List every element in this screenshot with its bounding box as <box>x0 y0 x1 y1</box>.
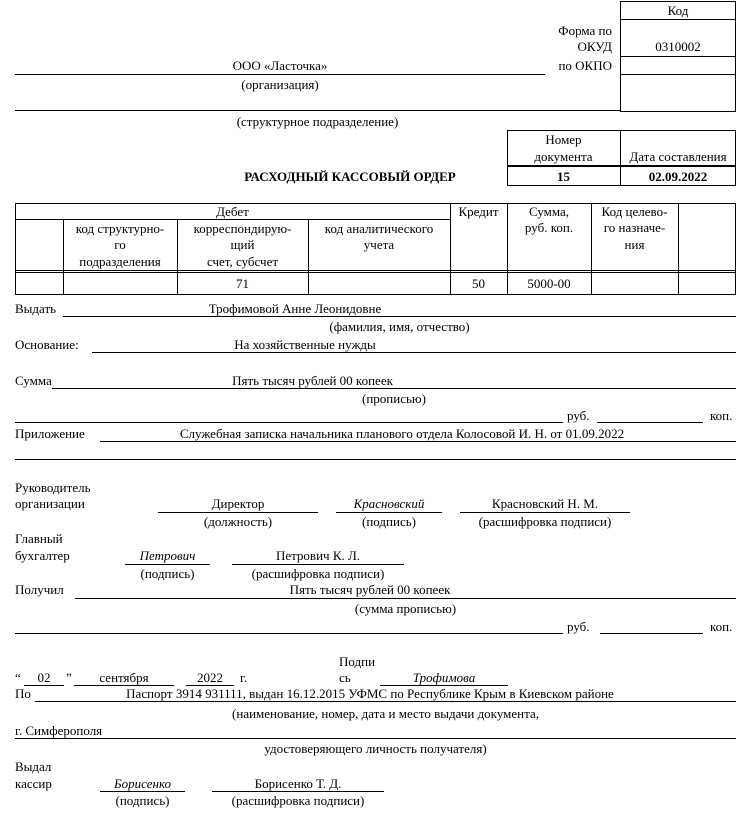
accountant-name[interactable]: Петрович К. Л. <box>275 548 361 563</box>
received-label: Получил <box>15 582 64 597</box>
doc-table-divider <box>507 166 736 167</box>
head-position-line <box>158 512 318 513</box>
kop-line-2 <box>600 633 703 634</box>
cashier-name-line <box>212 791 384 792</box>
codes-divider <box>620 74 736 75</box>
table-vline <box>678 203 679 295</box>
credit-header: Кредит <box>458 204 499 219</box>
passport-continuation[interactable]: г. Симферополя <box>15 723 103 738</box>
accountant-label: бухгалтер <box>15 548 70 563</box>
organization-name[interactable]: ООО «Ласточка» <box>232 58 328 73</box>
sum-line <box>52 388 736 389</box>
issue-value[interactable]: Трофимовой Анне Леонидовне <box>208 301 382 316</box>
rub-label: руб. <box>567 408 590 423</box>
kop-label-2: коп. <box>710 619 733 634</box>
accountant-name-caption: (расшифровка подписи) <box>251 566 385 581</box>
head-name-caption: (расшифровка подписи) <box>478 514 612 529</box>
head-name-line <box>460 512 630 513</box>
issue-line <box>63 316 736 317</box>
col-corr-header: счет, субсчет <box>206 254 279 269</box>
day-value[interactable]: 02 <box>37 670 51 685</box>
sum-line-2 <box>15 422 563 423</box>
attachment-label: Приложение <box>15 426 85 441</box>
passport-line <box>35 701 736 702</box>
passport-caption-2: удостоверяющего личность получателя) <box>264 741 487 756</box>
col-anal-header: код аналитического <box>324 221 434 236</box>
table-hline <box>15 219 450 220</box>
sum-label: Сумма <box>15 373 52 388</box>
year-suffix: г. <box>240 670 248 685</box>
cashier-label: Выдал <box>15 759 52 774</box>
basis-value[interactable]: На хозяйственные нужды <box>234 337 376 352</box>
col-target-header: го назначе- <box>603 220 666 235</box>
attachment-line-2 <box>15 459 736 460</box>
signature-label: Подпи <box>339 654 376 669</box>
basis-line <box>92 352 736 353</box>
received-caption: (сумма прописью) <box>354 601 457 616</box>
debet-header: Дебет <box>216 204 249 219</box>
okpo-label: по ОКПО <box>558 58 612 73</box>
passport-caption: (наименование, номер, дата и место выдачи документа, <box>232 706 539 721</box>
passport-value[interactable]: Паспорт 3914 931111, выдан 16.12.2015 УФМС по Республике Крым в Киевском районе <box>126 686 614 701</box>
received-line-2 <box>15 633 563 634</box>
head-signature[interactable]: Красновский <box>353 496 425 511</box>
row-sum[interactable]: 5000-00 <box>527 276 571 291</box>
accountant-signature[interactable]: Петрович <box>139 548 196 563</box>
doc-number-header: Номер <box>545 132 582 147</box>
sum-value[interactable]: Пять тысяч рублей 00 копеек <box>232 373 393 388</box>
issue-caption: (фамилия, имя, отчество) <box>329 319 470 334</box>
by-label: По <box>15 686 31 701</box>
rub-label-2: руб. <box>567 619 590 634</box>
issue-label: Выдать <box>15 301 57 316</box>
signature-label: сь <box>339 670 351 685</box>
col-sum-header: Сумма, <box>528 204 570 219</box>
col-struct-header: подразделения <box>79 254 161 269</box>
table-hline <box>15 272 736 273</box>
head-name[interactable]: Красновский Н. М. <box>491 496 599 511</box>
doc-number[interactable]: 15 <box>557 169 570 184</box>
organization-line <box>15 74 545 75</box>
attachment-value[interactable]: Служебная записка начальника планового отдела Колосовой И. Н. от 01.09.2022 <box>179 426 625 441</box>
head-position[interactable]: Директор <box>211 496 265 511</box>
accountant-signature-caption: (подпись) <box>140 566 195 581</box>
col-struct-header: го <box>114 237 126 252</box>
accountant-signature-line <box>125 564 210 565</box>
col-target-header: ния <box>624 237 645 252</box>
table-hline <box>15 270 736 271</box>
subdivision-caption: (структурное подразделение) <box>236 114 399 129</box>
year-value[interactable]: 2022 <box>197 670 223 685</box>
col-sum-header: руб. коп. <box>524 220 574 235</box>
document-title: РАСХОДНЫЙ КАССОВЫЙ ОРДЕР <box>244 169 456 184</box>
head-position-caption: (должность) <box>203 514 273 529</box>
recipient-signature[interactable]: Трофимова <box>412 670 476 685</box>
row-credit[interactable]: 50 <box>472 276 485 291</box>
accountant-label: Главный <box>15 531 63 546</box>
cashier-name-caption: (расшифровка подписи) <box>231 793 365 808</box>
cashier-label: кассир <box>15 776 52 791</box>
col-corr-header: щий <box>230 237 255 252</box>
col-target-header: Код целево- <box>601 204 668 219</box>
accountant-name-line <box>232 564 404 565</box>
col-struct-header: код структурно- <box>75 221 165 236</box>
okud-label: Форма по <box>558 23 612 38</box>
received-line <box>75 598 736 599</box>
doc-number-header: документа <box>534 149 593 164</box>
head-signature-caption: (подпись) <box>362 514 416 529</box>
kop-line <box>597 422 703 423</box>
quote-open: “ <box>15 670 21 685</box>
head-label: организации <box>15 496 85 511</box>
row-corr-account[interactable]: 71 <box>236 276 249 291</box>
col-corr-header: корреспондирую- <box>193 221 292 236</box>
cashier-name[interactable]: Борисенко Т. Д. <box>254 776 342 791</box>
cashier-signature-caption: (подпись) <box>115 793 170 808</box>
doc-date[interactable]: 02.09.2022 <box>648 169 708 184</box>
head-signature-line <box>336 512 442 513</box>
codes-divider <box>620 19 736 20</box>
codes-divider <box>620 56 736 57</box>
quote-close: ” <box>66 670 72 685</box>
subdivision-line <box>15 110 620 111</box>
cashier-signature[interactable]: Борисенко <box>113 776 172 791</box>
sum-caption: (прописью) <box>362 391 426 406</box>
okud-value[interactable]: 0310002 <box>655 39 701 54</box>
head-label: Руководитель <box>15 480 91 495</box>
organization-caption: (организация) <box>241 77 319 92</box>
basis-label: Основание: <box>15 337 79 352</box>
month-value[interactable]: сентября <box>99 670 149 685</box>
doc-date-header: Дата составления <box>629 149 727 164</box>
okud-label: ОКУД <box>577 39 612 54</box>
col-anal-header: учета <box>363 237 395 252</box>
passport-line-2 <box>15 738 736 739</box>
received-value[interactable]: Пять тысяч рублей 00 копеек <box>289 582 451 597</box>
kop-label: коп. <box>710 408 733 423</box>
kod-header: Код <box>667 3 689 18</box>
cashier-signature-line <box>100 791 185 792</box>
attachment-line <box>100 441 736 442</box>
